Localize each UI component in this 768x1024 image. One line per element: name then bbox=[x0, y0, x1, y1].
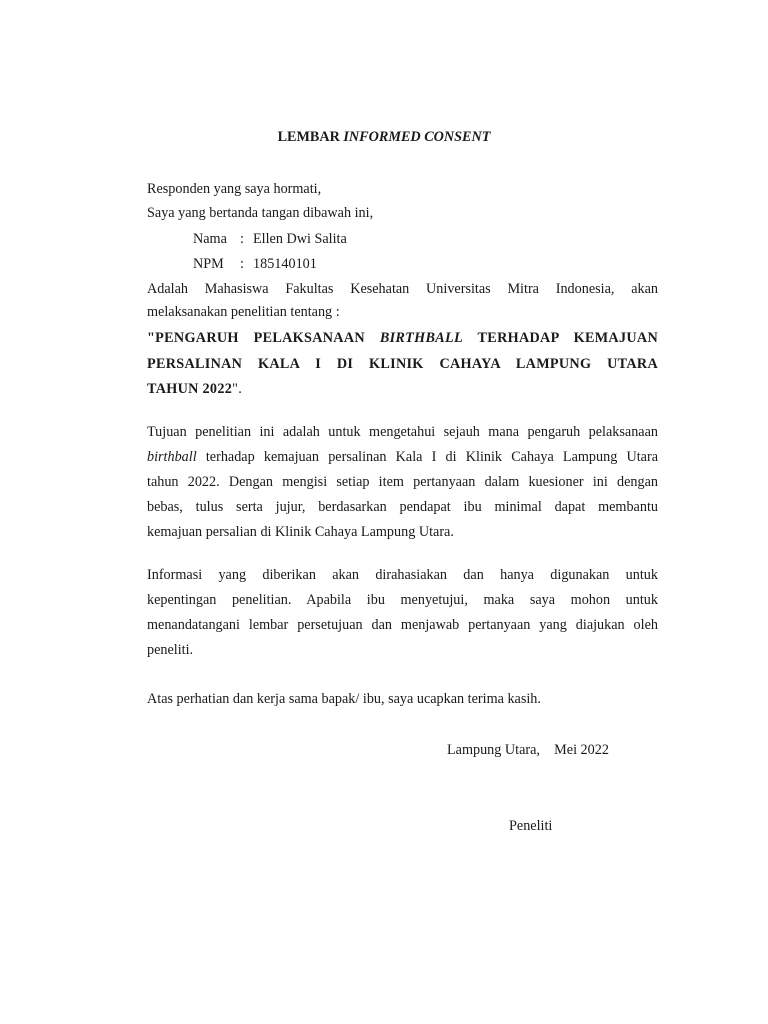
paragraph-2-line-3: menandatangani lembar persetujuan dan menjawab pertanyaan yang diajukan oleh bbox=[147, 617, 658, 633]
affiliation-line-2: melaksanakan penelitian tentang : bbox=[147, 304, 340, 320]
research-title-part-a: "PENGARUH PELAKSANAAN bbox=[147, 330, 380, 346]
npm-value: 185140101 bbox=[253, 256, 317, 272]
research-title-end: ". bbox=[232, 381, 243, 397]
research-title-line-3 bbox=[147, 380, 658, 398]
paragraph-2-line-1: Informasi yang diberikan akan dirahasiakan dan hanya digunakan untuk bbox=[147, 567, 658, 583]
npm-separator: : bbox=[240, 256, 244, 272]
birthball-italic: birthball bbox=[147, 449, 197, 465]
research-title-italic: BIRTHBALL bbox=[379, 330, 463, 346]
closing-text: Atas perhatian dan kerja sama bapak/ ibu, saya ucapkan terima kasih. bbox=[147, 691, 541, 707]
paragraph-1-line-3: tahun 2022. Dengan mengisi setiap item pertanyaan dalam kuesioner ini dengan bbox=[147, 474, 658, 490]
paragraph-1-line-4: bebas, tulus serta jujur, berdasarkan pendapat ibu minimal dapat membantu bbox=[147, 499, 658, 515]
name-value: Ellen Dwi Salita bbox=[253, 231, 347, 247]
greeting: Responden yang saya hormati, bbox=[147, 181, 322, 197]
research-title-year: TAHUN 2022 bbox=[147, 381, 233, 397]
signer-label: Peneliti bbox=[509, 818, 553, 834]
title-italic: INFORMED CONSENT bbox=[343, 129, 491, 145]
affiliation-line-1: Adalah Mahasiswa Fakultas Kesehatan Universitas Mitra Indonesia, akan bbox=[147, 281, 658, 297]
paragraph-1-line-1: Tujuan penelitian ini adalah untuk mengetahui sejauh mana pengaruh pelaksanaan bbox=[147, 424, 658, 440]
research-title-part-b: TERHADAP KEMAJUAN bbox=[462, 330, 659, 346]
intro-text: Saya yang bertanda tangan dibawah ini, bbox=[147, 205, 374, 221]
paragraph-1-line-2-rest: terhadap kemajuan persalinan Kala I di Klinik Cahaya Lampung Utara bbox=[196, 449, 658, 465]
npm-label: NPM bbox=[193, 256, 224, 272]
place-date: Lampung Utara, Mei 2022 bbox=[447, 742, 609, 758]
paragraph-2-line-4: peneliti. bbox=[147, 642, 194, 658]
document-title bbox=[0, 128, 768, 146]
title-plain: LEMBAR bbox=[277, 129, 344, 145]
research-title-line-1 bbox=[147, 329, 658, 347]
research-title-line-2: PERSALINAN KALA I DI KLINIK CAHAYA LAMPUNG UTARA bbox=[147, 356, 658, 372]
paragraph-2-line-2: kepentingan penelitian. Apabila ibu menyetujui, maka saya mohon untuk bbox=[147, 592, 658, 608]
name-separator: : bbox=[240, 231, 244, 247]
paragraph-1-line-5: kemajuan persalian di Klinik Cahaya Lampung Utara. bbox=[147, 524, 454, 540]
name-label: Nama bbox=[193, 231, 227, 247]
paragraph-1-line-2 bbox=[147, 448, 658, 466]
